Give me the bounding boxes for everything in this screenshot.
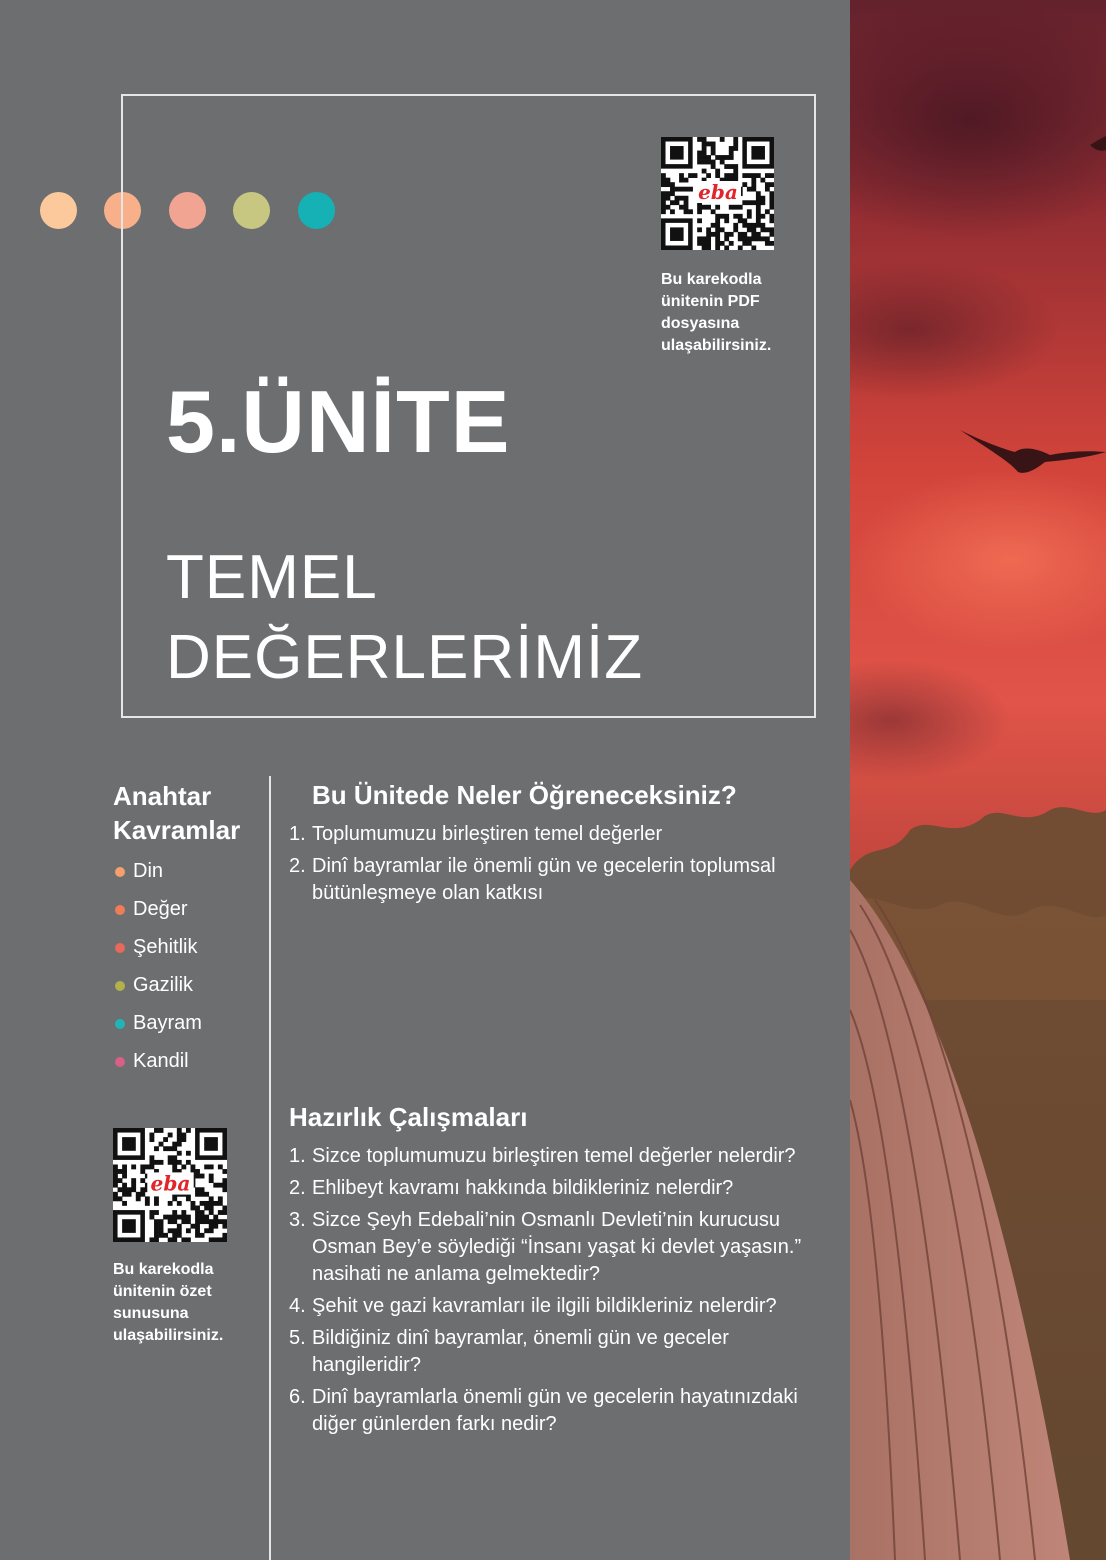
prep-list: [289, 1143, 819, 1443]
decor-dot-1: [40, 192, 77, 229]
keyword-label: Şehitlik: [133, 936, 198, 958]
list-item: [289, 853, 819, 907]
bullet-icon: [115, 1019, 125, 1029]
cover-photo: [850, 0, 1106, 1560]
bullet-icon: [115, 981, 125, 991]
item-text: Dinî bayramlarla önemli gün ve gecelerin hayatınızdaki diğer günlerden farkı nedir?: [312, 1386, 798, 1435]
qr-caption-pdf: Bu karekodla ünitenin PDF dosyasına ulaşabilirsiniz.: [661, 271, 772, 354]
qr-caption-summary: Bu karekodla ünitenin özet sunusuna ulaşabilirsiniz.: [113, 1261, 224, 1344]
list-item: [289, 1384, 819, 1438]
eba-logo: eba: [150, 1171, 191, 1196]
item-text: Ehlibeyt kavramı hakkında bildikleriniz nelerdir?: [312, 1177, 734, 1199]
keyword-label: Din: [133, 860, 164, 882]
keyword-item: [113, 969, 202, 1007]
item-text: Sizce Şeyh Edebali’nin Osmanlı Devleti’nin kurucusu Osman Bey’e söylediği “İnsanı yaşat ki devlet yaşasın.” nasihati ne anlama gelmektedir?: [312, 1209, 802, 1285]
item-number: 1.: [289, 823, 306, 845]
list-item: [289, 1325, 819, 1379]
keyword-item: [113, 855, 202, 893]
bullet-icon: [115, 905, 125, 915]
keyword-item: [113, 1007, 202, 1045]
qr-code-summary[interactable]: [113, 1128, 227, 1242]
item-number: 5.: [289, 1327, 306, 1349]
keywords-list: [113, 855, 202, 1083]
item-text: Dinî bayramlar ile önemli gün ve gecelerin toplumsal bütünleşmeye olan katkısı: [312, 855, 776, 904]
qr-code-pdf[interactable]: [661, 137, 774, 250]
item-number: 2.: [289, 1177, 306, 1199]
keywords-title: Anahtar Kavramlar: [113, 781, 241, 845]
keyword-label: Kandil: [133, 1050, 189, 1072]
item-text: Toplumumuzu birleştiren temel değerler: [312, 823, 663, 845]
column-divider: [269, 776, 271, 1560]
bullet-icon: [115, 867, 125, 877]
keyword-label: Değer: [133, 898, 188, 920]
eba-logo: eba: [698, 180, 738, 204]
keyword-item: [113, 931, 202, 969]
list-item: [289, 1143, 819, 1170]
unit-number: 5.ÜNİTE: [166, 372, 511, 471]
list-item: [289, 1207, 819, 1288]
qr-code-icon: [113, 1128, 227, 1242]
keyword-label: Bayram: [133, 1012, 202, 1034]
item-number: 1.: [289, 1145, 306, 1167]
keyword-item: [113, 1045, 202, 1083]
item-text: Şehit ve gazi kavramları ile ilgili bildikleriniz nelerdir?: [312, 1295, 777, 1317]
bullet-icon: [115, 943, 125, 953]
item-number: 3.: [289, 1209, 306, 1231]
keyword-item: [113, 893, 202, 931]
item-number: 2.: [289, 855, 306, 877]
keyword-label: Gazilik: [133, 974, 194, 996]
item-number: 6.: [289, 1386, 306, 1408]
unit-title: TEMEL DEĞERLERİMİZ: [166, 543, 644, 692]
list-item: [289, 1293, 819, 1320]
list-item: [289, 1175, 819, 1202]
bullet-icon: [115, 1057, 125, 1067]
prep-title: Hazırlık Çalışmaları: [289, 1102, 528, 1132]
item-text: Bildiğiniz dinî bayramlar, önemli gün ve geceler hangileridir?: [312, 1327, 729, 1376]
list-item: [289, 821, 819, 848]
learn-title: Bu Ünitede Neler Öğreneceksiniz?: [312, 780, 737, 810]
item-text: Sizce toplumumuzu birleştiren temel değerler nelerdir?: [312, 1145, 796, 1167]
sky-dome-birds-photo: [850, 0, 1106, 1560]
item-number: 4.: [289, 1295, 306, 1317]
qr-code-icon: [661, 137, 774, 250]
learn-list: [289, 821, 819, 912]
